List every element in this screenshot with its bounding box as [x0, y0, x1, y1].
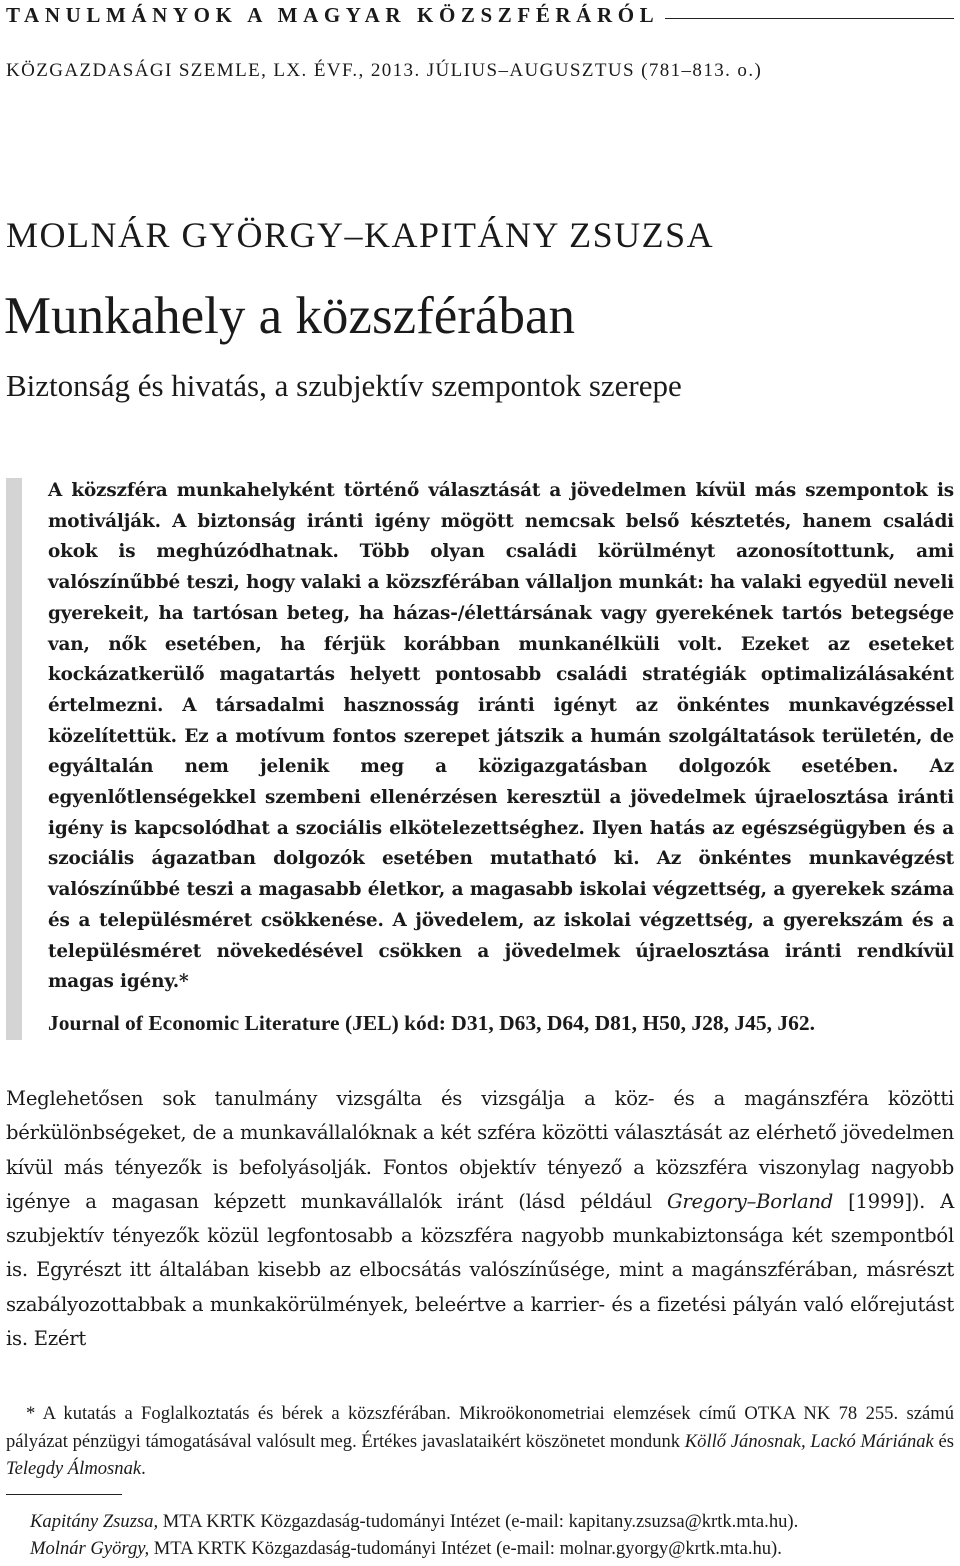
- body-text-part: Meglehetősen sok tanulmány vizsgálta és vizsgálja a köz- és a magánszféra közötti bérkülönbségeket, de a munkavállalóknak a két szféra közötti választását az elérhető jövedelmen kívül más tényezők is befolyásolják. Fontos objektív tényező a közszféra viszonylag nagyobb igénye a magasan képzett munkavállalók iránt (lásd például: [6, 1087, 954, 1213]
- running-header: [6, 0, 954, 30]
- header-rule: [665, 18, 954, 19]
- series-title: TANULMÁNYOK A MAGYAR KÖZSZFÉRÁRÓL: [6, 2, 660, 27]
- footnote: * A kutatás a Foglalkoztatás és bérek a közszférában. Mikroökonometriai elemzések című OTKA NK 78 255. számú pályázat pénzügyi támogatásával valósult meg. Értékes javaslataikért köszönetet mondunk Köllő Jánosnak, Lackó Máriának és Telegdy Álmosnak.: [6, 1403, 954, 1479]
- author-affiliations: [30, 1508, 954, 1562]
- affiliation-line: [30, 1508, 954, 1535]
- article-subtitle: Biztonság és hivatás, a szubjektív szempontok szerepe: [6, 368, 682, 403]
- jel-codes: Journal of Economic Literature (JEL) kód: D31, D63, D64, D81, H50, J28, J45, J62.: [48, 1011, 816, 1035]
- footnote-text: * A kutatás a Foglalkoztatás és bérek a közszférában. Mikroökonometriai elemzések című OTKA NK 78 255. számú pályázat pénzügyi támogatásával valósult meg. Értékes javaslataikért köszönetet mondunk: [6, 1403, 954, 1452]
- footnote-last-name: Telegdy Álmosnak: [6, 1458, 142, 1479]
- body-text-part: [1999]). A szubjektív tényezők közül legfontosabb a közszféra nagyobb munkabiztonsága két szempontból is. Egyrészt itt általában kisebb az elbocsátás valószínűsége, mint a magánszférában, másrészt szabályozottabbak a munkakörülmények, beleértve a karrier- és a fizetési pályán való előrejutást is. Ezért: [6, 1189, 954, 1351]
- affiliation-author: Kapitány Zsuzsa,: [30, 1511, 159, 1532]
- abstract-sidebar-bar: [6, 478, 22, 1040]
- article-title: Munkahely a közszférában: [4, 287, 575, 345]
- footnote-divider: [6, 1494, 122, 1495]
- footnote-names: Köllő Jánosnak, Lackó Máriának: [684, 1430, 934, 1452]
- affiliation-text: MTA KRTK Közgazdaság-tudományi Intézet (e-mail: molnar.gyorgy@krtk.mta.hu).: [149, 1538, 782, 1559]
- journal-citation: KÖZGAZDASÁGI SZEMLE, LX. ÉVF., 2013. JÚLIUS–AUGUSZTUS (781–813. o.): [6, 60, 763, 81]
- article-authors: MOLNÁR GYÖRGY–KAPITÁNY ZSUZSA: [6, 215, 715, 255]
- citation-authors: Gregory–Borland: [666, 1189, 834, 1213]
- affiliation-line: [30, 1535, 954, 1562]
- body-paragraph: [6, 1082, 954, 1356]
- affiliation-text: MTA KRTK Közgazdaság-tudományi Intézet (e-mail: kapitany.zsuzsa@krtk.mta.hu).: [158, 1511, 799, 1532]
- affiliation-author: Molnár György,: [30, 1538, 150, 1559]
- abstract-text: A közszféra munkahelyként történő választását a jövedelmen kívül más szempontok is motiválják. A biztonság iránti igény mögött nemcsak belső késztetés, hanem családi okok is meghúzódhatnak. Több olyan családi körülményt azonosítottunk, ami valószínűbbé teszi, hogy valaki a közszférában vállaljon munkát: ha valaki egyedül neveli gyerekeit, ha tartósan beteg, ha házas-/élettársának vagy gyerekének tartós betegsége van, nők esetében, ha férjük korábban munkanélküli volt. Ezeket az eseteket kockázatkerülő magatartás helyett pontosabb családi stratégiák optimalizálásaként értelmezni. A társadalmi hasznosság iránti igényt az önkéntes munkavégzéssel közelítettük. Ez a motívum fontos szerepet játszik a humán szolgáltatások területén, de egyáltalán nem jelenik meg a közigazgatásban dolgozók esetében. Az egyenlőtlenségekkel szembeni ellenérzésen keresztül a jövedelmek újraelosztása iránti igény is kapcsolódhat a szociális elkötelezettséghez. Ilyen hatás az egészségügyben és a szociális ágazatban dolgozók esetében mutatható ki. Az önkéntes munkavégzést valószínűbbé teszi a magasabb életkor, a magasabb iskolai végzettség, a gyerekek száma és a településméret csökkenése. A jövedelem, az iskolai végzettség, a gyerekszám és a településméret növekedésével csökken a jövedelmek újraelosztása iránti rendkívül magas igény.*: [48, 480, 954, 993]
